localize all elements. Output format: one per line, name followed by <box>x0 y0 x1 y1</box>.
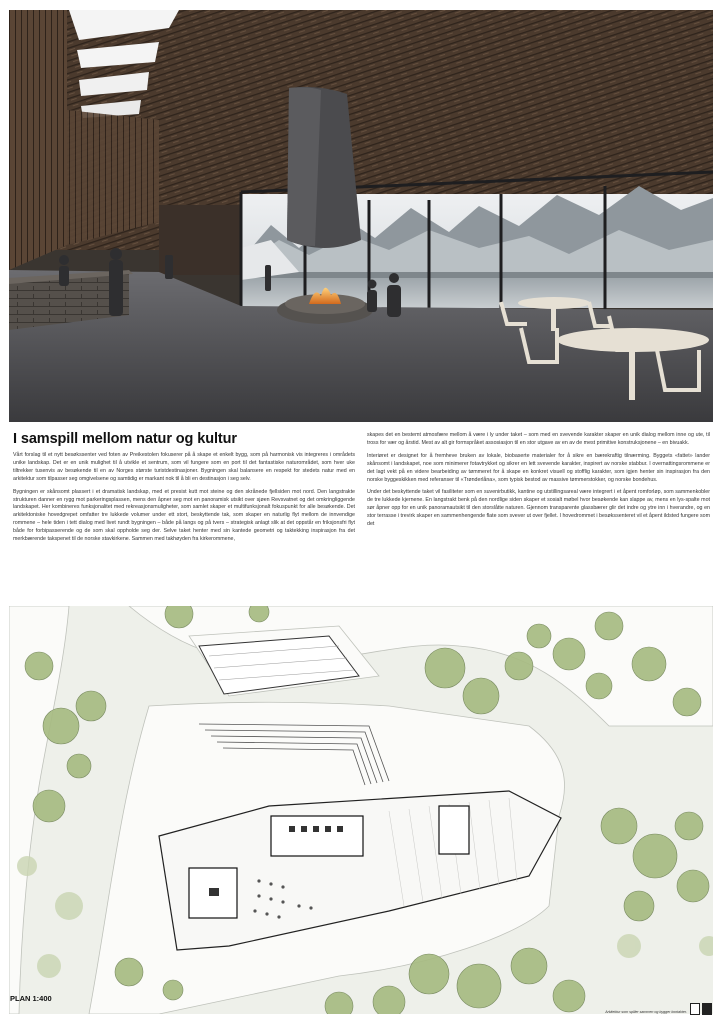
article-left-column <box>13 452 355 549</box>
article-right-column <box>367 432 710 534</box>
article-paragraph: Under det beskyttende taket vil fasiliteter som en suvenirbutikk, kantine og utstillingsareal være integrert i et åpent romforløp, som sammenkobler de tre lukkede kjernene. En langstrakt benk på den nordlige siden skaper et sosialt møbel hvor besøkende kan slappe av, mens en lys-spalte mot sør åpner opp for en unik panoramautsikt til den storslåtte naturen. Gjennom transparente glassbærer glir det indre og ytre inn i hverandre, og en stor terrasse i trevirk skaper en sammenhengende flate som svever ut over fjellet. I hovedrommet i besøkssenteret vil et åpent ildsted fungere som det <box>367 489 710 528</box>
article-paragraph: Bygningen er skånsomt plassert i et dramatisk landskap, med et presist kutt mot steine og den skrånede fjellsiden mot nord. Den langstrakte strukturen danner en rygg mot parkeringsplassen, mens den åpner seg mot en panoramisk utsikt over sjøen Revsvatnet og det omkringliggende landskapet. Her kombineres funksjonalitet med rekreasjonsmuligheter, som samlet skaper et multifunksjonalt fokuspunkt for alle besøkende. Det arkitektoniske hovedgrepet omfatter tre lukkede volumer under ett stort, beskyttende tak, som skaper en naturlig flyt mellom de innvendige rommene – hele tiden i tett dialog med livet rundt bygningen – både på langs og på tvers – strategisk anlagt slik at det oppstår en friksjonsfri flyt både for forbipasserende og de som skal oppholde seg der. Selve taket henter med sin kantede geometri og taktekking inspirasjon fra det merkbærende takspenet til de norske stavkirkene. Sammen med takhøyden fra kirkerommene, <box>13 488 355 543</box>
page-marker-icon <box>690 1003 700 1015</box>
site-plan-drawing <box>9 606 713 1014</box>
plan-caption: Arkitektur som spiller sammen og bygger kontakter. <box>605 1010 687 1014</box>
article-text-block <box>9 428 713 596</box>
article-paragraph: Vårt forslag til et nytt besøkssenter ved foten av Preikestolen fokuserer på å skape et enkelt bygg, som på harmonisk vis integreres i områdets unike landskap. Det er en unik mulighet til å utvikle et sentrum, som vil fungere som en port til det fantastiske naturområdet, som hver uke tiltrekker tusenvis av besøkende til en av Norges største turistdestinasjoner. Bygningen skal balansere en respekt for stedets natur med en arkitektur som tilpasser seg omgivelsene og samtidig er markant nok til å bli en destinasjon i seg selv. <box>13 452 355 482</box>
hero-render-image <box>9 10 713 422</box>
article-paragraph: skapes det en bestemt atmosfære mellom å være i ly under taket – som med en svevende karakter skaper en unik dialog mellom inne og ute, til tross for vær og årstid. Mest av alt gir formspråket assosiasjon til en stor utgave av en av de mest primitive konstruksjonene – en bivuakk. <box>367 432 710 446</box>
page-marker-filled-icon <box>702 1003 712 1015</box>
plan-scale-label: PLAN 1:400 <box>10 994 52 1003</box>
article-paragraph: Interiøret er designet for å fremheve bruken av lokale, biobaserte materialer for å sikre en bærekraftig tilnærming. Byggets «fattet» lander skånsomt i landskapet, noe som minimerer fotavtrykket og sikrer en lett svevende karakter, inspirert av norske stabbur. I overnattingsrommene er det lagt vekt på en videre bearbeiding av tømmeret for å skape en konkret visuell og stofflig karakter, som igjen henter sin inspirasjon fra den norske byggeskikken med referanser til «Trønderlåna», som typisk bestod av massive tømmerstokker, og norske bondehus. <box>367 452 710 483</box>
article-title: I samspill mellom natur og kultur <box>13 431 237 447</box>
